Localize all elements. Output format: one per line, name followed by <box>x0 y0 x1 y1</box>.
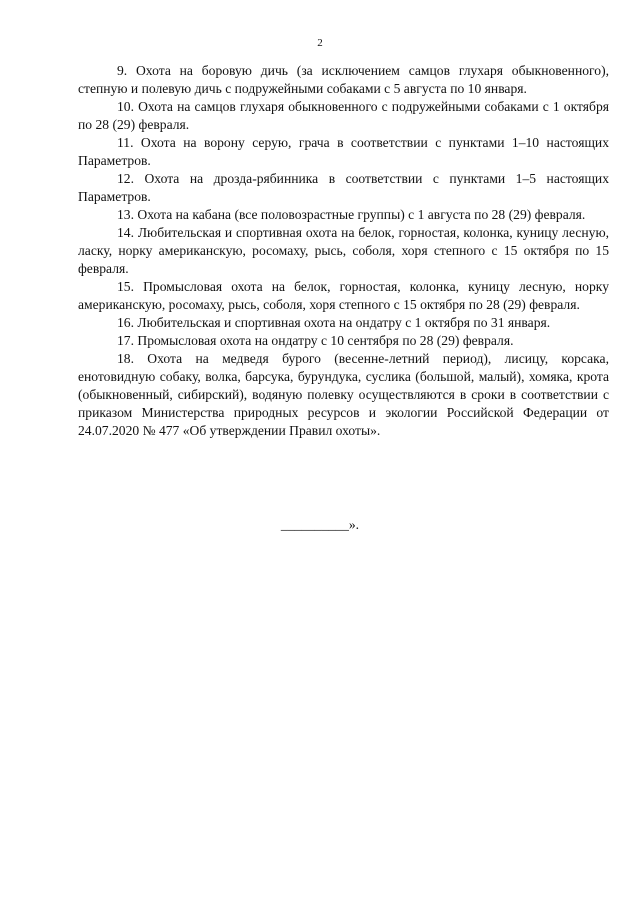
page-number: 2 <box>317 37 323 49</box>
paragraph-12: 12. Охота на дрозда-рябинника в соответствии с пунктами 1–5 настоящих Параметров. <box>78 171 609 204</box>
paragraph-13: 13. Охота на кабана (все половозрастные группы) с 1 августа по 28 (29) февраля. <box>117 207 586 222</box>
paragraph-9: 9. Охота на боровую дичь (за исключением самцов глухаря обыкновенного), степную и полевую дичь с подружейными собаками с 5 августа по 10 января. <box>78 63 609 96</box>
paragraph-16: 16. Любительская и спортивная охота на ондатру с 1 октября по 31 января. <box>117 315 551 330</box>
closing-mark: __________». <box>280 517 360 532</box>
paragraph-11: 11. Охота на ворону серую, грача в соответствии с пунктами 1–10 настоящих Параметров. <box>78 135 609 168</box>
paragraph-17: 17. Промысловая охота на ондатру с 10 сентября по 28 (29) февраля. <box>117 333 514 348</box>
document-body <box>78 62 609 440</box>
paragraph-15: 15. Промысловая охота на белок, горностая, колонка, куницу лесную, норку американскую, росомаху, рысь, соболя, хоря степного с 15 октября по 28 (29) февраля. <box>78 279 609 312</box>
paragraph-14: 14. Любительская и спортивная охота на белок, горностая, колонка, куницу лесную, ласку, норку американскую, росомаху, рысь, соболя, хоря степного с 15 октября по 15 февраля. <box>78 225 609 276</box>
paragraph-10: 10. Охота на самцов глухаря обыкновенного с подружейными собаками с 1 октября по 28 (29) февраля. <box>78 99 609 132</box>
paragraph-18: 18. Охота на медведя бурого (весенне-летний период), лисицу, корсака, енотовидную собаку, волка, барсука, бурундука, суслика (большой, малый), хомяка, крота (обыкновенный, сибирский), водяную полевку осуществляются в сроки в соответствии с приказом Министерства природных ресурсов и экологии Российской Федерации от 24.07.2020 № 477 «Об утверждении Правил охоты». <box>78 351 609 438</box>
